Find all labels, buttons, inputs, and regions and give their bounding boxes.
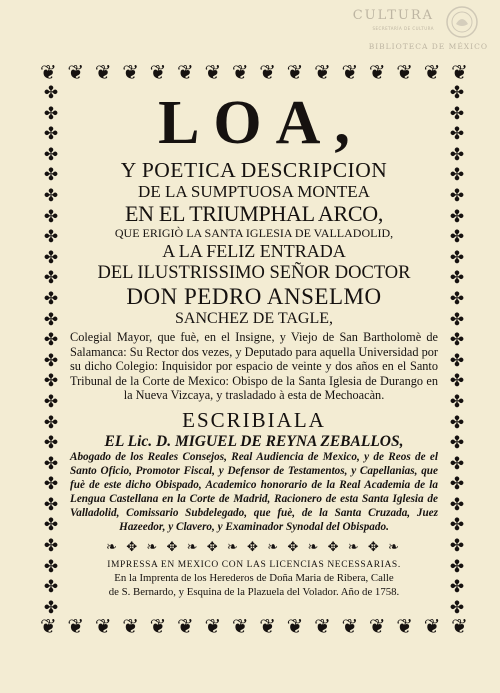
fleuron-icon: ✤ bbox=[43, 494, 59, 514]
subtitle-line-8: SANCHEZ DE TAGLE, bbox=[175, 310, 333, 327]
fleuron-icon: ✤ bbox=[449, 371, 465, 391]
fleuron-icon: ✤ bbox=[449, 433, 465, 453]
fleuron-icon: ❦ bbox=[67, 616, 85, 638]
subtitle-line-1: Y POETICA DESCRIPCION bbox=[120, 158, 388, 182]
fleuron-icon: ✤ bbox=[449, 515, 465, 535]
fleuron-icon: ✤ bbox=[43, 247, 59, 267]
seal-icon bbox=[442, 4, 482, 40]
subtitle-line-6: DEL ILUSTRISSIMO SEÑOR DOCTOR bbox=[97, 263, 411, 283]
title-page-frame bbox=[40, 62, 468, 638]
fleuron-icon: ✤ bbox=[43, 536, 59, 556]
fleuron-icon: ❦ bbox=[149, 616, 167, 638]
fleuron-icon: ✤ bbox=[43, 474, 59, 494]
fleuron-icon: ❦ bbox=[204, 616, 222, 638]
fleuron-icon: ❦ bbox=[177, 62, 194, 84]
ornamental-border-top bbox=[40, 62, 468, 84]
fleuron-icon: ❦ bbox=[396, 62, 414, 84]
fleuron-icon: ❦ bbox=[231, 616, 249, 638]
fleuron-icon: ✤ bbox=[449, 391, 465, 411]
fleuron-icon: ✤ bbox=[43, 515, 59, 535]
fleuron-icon: ✤ bbox=[43, 185, 59, 205]
fleuron-icon: ✤ bbox=[449, 165, 465, 185]
fleuron-icon: ✤ bbox=[449, 556, 465, 576]
fleuron-icon: ✤ bbox=[43, 309, 59, 329]
fleuron-icon: ❦ bbox=[231, 62, 249, 84]
fleuron-icon: ❦ bbox=[396, 616, 414, 638]
imprint bbox=[70, 559, 438, 600]
fleuron-icon: ✤ bbox=[449, 309, 465, 329]
fleuron-icon: ✤ bbox=[43, 433, 59, 453]
fleuron-icon: ✤ bbox=[43, 84, 59, 102]
fleuron-icon: ❦ bbox=[423, 616, 441, 638]
watermark bbox=[302, 4, 492, 54]
fleuron-icon: ❦ bbox=[204, 62, 222, 84]
watermark-secretaria: SECRETARÍA DE CULTURA bbox=[372, 26, 434, 31]
fleuron-icon: ❦ bbox=[286, 62, 304, 84]
fleuron-icon: ❦ bbox=[314, 62, 331, 84]
ornamental-border-left bbox=[40, 84, 62, 616]
fleuron-icon: ❦ bbox=[122, 62, 139, 84]
fleuron-icon: ❦ bbox=[451, 62, 468, 84]
fleuron-icon: ❦ bbox=[259, 616, 277, 638]
ornamental-divider: ❧ ✥ ❧ ✥ ❧ ✥ ❧ ✥ ❧ ✥ ❧ ✥ ❧ ✥ ❧ bbox=[106, 538, 402, 554]
fleuron-icon: ✤ bbox=[449, 124, 465, 144]
fleuron-icon: ✤ bbox=[449, 597, 465, 616]
imprint-line-2: En la Imprenta de los Herederos de Doña Maria de Ribera, Calle bbox=[114, 572, 394, 584]
subtitle-line-3: EN EL TRIUMPHAL ARCO, bbox=[124, 201, 384, 226]
fleuron-icon: ✤ bbox=[43, 453, 59, 473]
fleuron-icon: ✤ bbox=[449, 206, 465, 226]
title-page-content bbox=[70, 88, 438, 612]
ornamental-border-right bbox=[446, 84, 468, 616]
fleuron-icon: ✤ bbox=[43, 103, 59, 123]
fleuron-icon: ❦ bbox=[94, 62, 112, 84]
fleuron-icon: ✤ bbox=[43, 350, 59, 370]
ornamental-border-bottom bbox=[40, 616, 468, 638]
fleuron-icon: ❦ bbox=[40, 616, 57, 638]
fleuron-icon: ✤ bbox=[43, 556, 59, 576]
fleuron-icon: ✤ bbox=[449, 247, 465, 267]
fleuron-icon: ✤ bbox=[449, 494, 465, 514]
fleuron-icon: ❦ bbox=[341, 616, 359, 638]
fleuron-icon: ✤ bbox=[449, 103, 465, 123]
fleuron-icon: ❦ bbox=[286, 616, 304, 638]
fleuron-icon: ❦ bbox=[259, 62, 277, 84]
fleuron-icon: ✤ bbox=[43, 288, 59, 308]
fleuron-icon: ✤ bbox=[449, 84, 465, 102]
fleuron-icon: ✤ bbox=[449, 412, 465, 432]
fleuron-icon: ✤ bbox=[43, 268, 59, 288]
fleuron-icon: ❦ bbox=[67, 62, 85, 84]
fleuron-icon: ✤ bbox=[449, 227, 465, 247]
fleuron-icon: ✤ bbox=[43, 577, 59, 597]
fleuron-icon: ✤ bbox=[43, 330, 59, 350]
fleuron-icon: ❦ bbox=[149, 62, 167, 84]
fleuron-icon: ❦ bbox=[451, 616, 468, 638]
fleuron-icon: ❦ bbox=[177, 616, 194, 638]
fleuron-icon: ✤ bbox=[43, 124, 59, 144]
fleuron-icon: ✤ bbox=[449, 350, 465, 370]
subtitle-line-5: A LA FELIZ ENTRADA bbox=[162, 241, 346, 261]
subtitle-line-4: QUE ERIGIÒ LA SANTA IGLESIA DE VALLADOLID, bbox=[114, 226, 394, 240]
fleuron-icon: ✤ bbox=[449, 144, 465, 164]
author-name: EL Lic. D. MIGUEL DE REYNA ZEBALLOS, bbox=[104, 432, 404, 450]
imprint-line-3: de S. Bernardo, y Esquina de la Plazuela del Volador. Año de 1758. bbox=[108, 585, 400, 598]
author-details: Abogado de los Reales Consejos, Real Audiencia de Mexico, y de Reos de el Santo Oficio, Promotor Fiscal, y Defensor de Testamentos, y Capellanias, que fuè de este dicho Obispado, Academico honorario de la Real Academia de la Lengua Castellana en la Corte de Madrid, Racionero de esta Santa Iglesia de Valladolid, Comissario Subdelegado, que fuè, de la Santa Cruzada, Juez Hazeedor, y Clavero, y Examinador Synodal del Obispado. bbox=[70, 450, 438, 533]
watermark-cultura: CULTURA bbox=[352, 8, 434, 23]
fleuron-icon: ❦ bbox=[94, 616, 112, 638]
fleuron-icon: ✤ bbox=[43, 165, 59, 185]
watermark-biblioteca: BIBLIOTECA DE MÉXICO bbox=[368, 42, 488, 51]
subtitle-line-7: DON PEDRO ANSELMO bbox=[126, 284, 382, 309]
fleuron-icon: ✤ bbox=[449, 453, 465, 473]
fleuron-icon: ✤ bbox=[43, 144, 59, 164]
fleuron-icon: ✤ bbox=[449, 288, 465, 308]
fleuron-icon: ✤ bbox=[449, 185, 465, 205]
imprint-line-1: IMPRESSA EN MEXICO CON LAS LICENCIAS NECESSARIAS. bbox=[107, 559, 401, 570]
fleuron-icon: ✤ bbox=[43, 391, 59, 411]
fleuron-icon: ❦ bbox=[122, 616, 139, 638]
fleuron-icon: ❦ bbox=[423, 62, 441, 84]
subtitle-line-2: DE LA SUMPTUOSA MONTEA bbox=[138, 182, 370, 201]
fleuron-icon: ❦ bbox=[40, 62, 57, 84]
fleuron-icon: ❦ bbox=[341, 62, 359, 84]
fleuron-icon: ❦ bbox=[368, 62, 386, 84]
fleuron-icon: ✤ bbox=[43, 206, 59, 226]
fleuron-icon: ❦ bbox=[314, 616, 331, 638]
fleuron-icon: ✤ bbox=[449, 577, 465, 597]
fleuron-icon: ✤ bbox=[449, 330, 465, 350]
fleuron-icon: ✤ bbox=[449, 474, 465, 494]
bishop-description: Colegial Mayor, que fuè, en el Insigne, y Viejo de San Bartholomè de Salamanca: Su Rector dos vezes, y Deputado para aquella Universidad por su dicho Colegio: Inquisidor por espacio de veinte y dos años en el Santo Tribunal de la Corte de Mexico: Obispo de la Santa Iglesia de Durango en la Nueva Vizcaya, y trasladado à esta de Mechoacàn. bbox=[70, 330, 438, 402]
fleuron-icon: ✤ bbox=[43, 227, 59, 247]
fleuron-icon: ✤ bbox=[43, 412, 59, 432]
fleuron-icon: ❦ bbox=[368, 616, 386, 638]
fleuron-icon: ✤ bbox=[43, 371, 59, 391]
fleuron-icon: ✤ bbox=[449, 536, 465, 556]
fleuron-icon: ✤ bbox=[449, 268, 465, 288]
main-title: LOA, bbox=[158, 89, 364, 157]
fleuron-icon: ✤ bbox=[43, 597, 59, 616]
escribiala-heading: ESCRIBIALA bbox=[182, 407, 326, 432]
